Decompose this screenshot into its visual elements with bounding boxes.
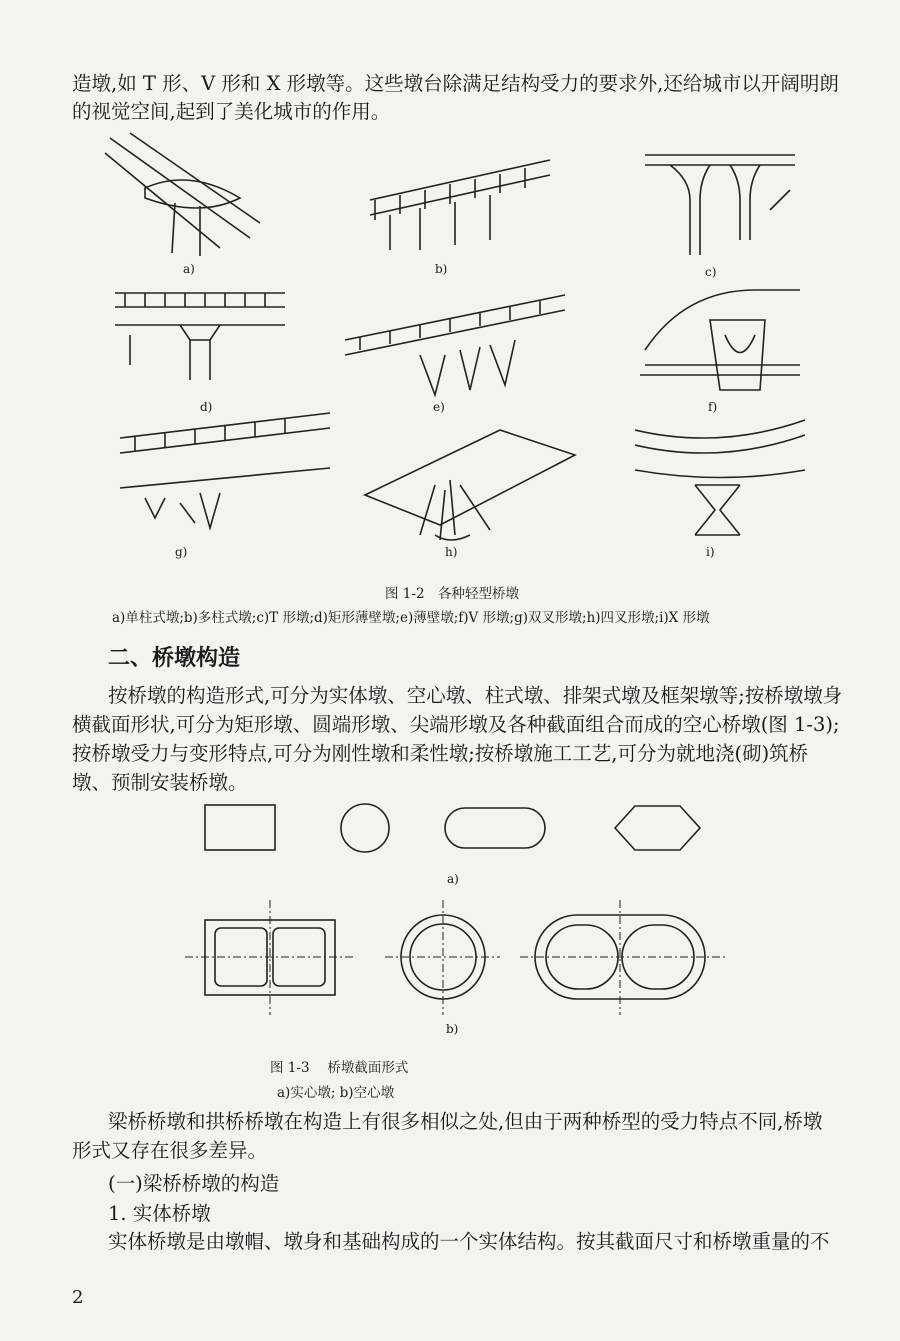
figure-1-3-caption: 图 1-3 桥墩截面形式 [270,1060,409,1076]
body-paragraph-line-1: 梁桥桥墩和拱桥桥墩在构造上有很多相似之处,但由于两种桥型的受力特点不同,桥墩 [108,1110,823,1133]
solid-sections-drawing [195,800,715,860]
page-number: 2 [72,1287,84,1308]
four-fork-pier-drawing [360,425,580,550]
panel-label-g: g) [175,545,188,559]
x-shaped-pier-drawing [630,410,810,540]
intro-line-1: 造墩,如 T 形、V 形和 X 形墩等。这些墩台除满足结构受力的要求外,还给城市以开阔明朗 [72,72,839,95]
body-last-line: 实体桥墩是由墩帽、墩身和基础构成的一个实体结构。按其截面尺寸和桥墩重量的不 [108,1230,830,1253]
figure-1-2-caption: 图 1-2 各种轻型桥墩 [385,586,520,602]
t-shaped-pier-drawing [640,150,800,260]
rectangular-thin-wall-pier-drawing [110,285,290,395]
figure-1-3-label-a: a) [447,872,459,886]
intro-line-2: 的视觉空间,起到了美化城市的作用。 [72,100,391,123]
panel-label-f: f) [708,400,718,414]
section-paragraph-line-1: 按桥墩的构造形式,可分为实体墩、空心墩、柱式墩、排架式墩及框架墩等;按桥墩墩身 [108,684,843,707]
hollow-sections-drawing [180,895,730,1020]
section-paragraph-line-3: 按桥墩受力与变形特点,可分为刚性墩和柔性墩;按桥墩施工工艺,可分为就地浇(砌)筑桥 [72,742,809,765]
figure-1-2-subcaption: a)单柱式墩;b)多柱式墩;c)T 形墩;d)矩形薄壁墩;e)薄壁墩;f)V 形墩;g)双叉形墩;h)四叉形墩;i)X 形墩 [112,610,710,626]
panel-label-b: b) [435,262,448,276]
single-column-pier-drawing [100,128,270,258]
thin-wall-pier-drawing [340,285,570,400]
panel-label-i: i) [706,545,715,559]
body-paragraph-line-2: 形式又存在很多差异。 [72,1139,268,1162]
multi-column-pier-drawing [360,140,560,260]
panel-label-e: e) [433,400,445,414]
panel-label-d: d) [200,400,213,414]
panel-label-c: c) [705,265,717,279]
v-shaped-pier-drawing [635,280,805,400]
section-heading: 二、桥墩构造 [108,646,241,671]
subheading: (一)梁桥桥墩的构造 [108,1172,280,1195]
panel-label-a: a) [183,262,195,276]
figure-1-3-label-b: b) [446,1022,459,1036]
subsubheading: 1. 实体桥墩 [108,1202,211,1225]
figure-1-3-subcaption: a)实心墩; b)空心墩 [277,1085,395,1101]
double-fork-pier-drawing [115,408,335,538]
section-paragraph-line-4: 墩、预制安装桥墩。 [72,771,248,794]
panel-label-h: h) [445,545,458,559]
section-paragraph-line-2: 横截面形状,可分为矩形墩、圆端形墩、尖端形墩及各种截面组合而成的空心桥墩(图 1-3); [72,713,840,736]
